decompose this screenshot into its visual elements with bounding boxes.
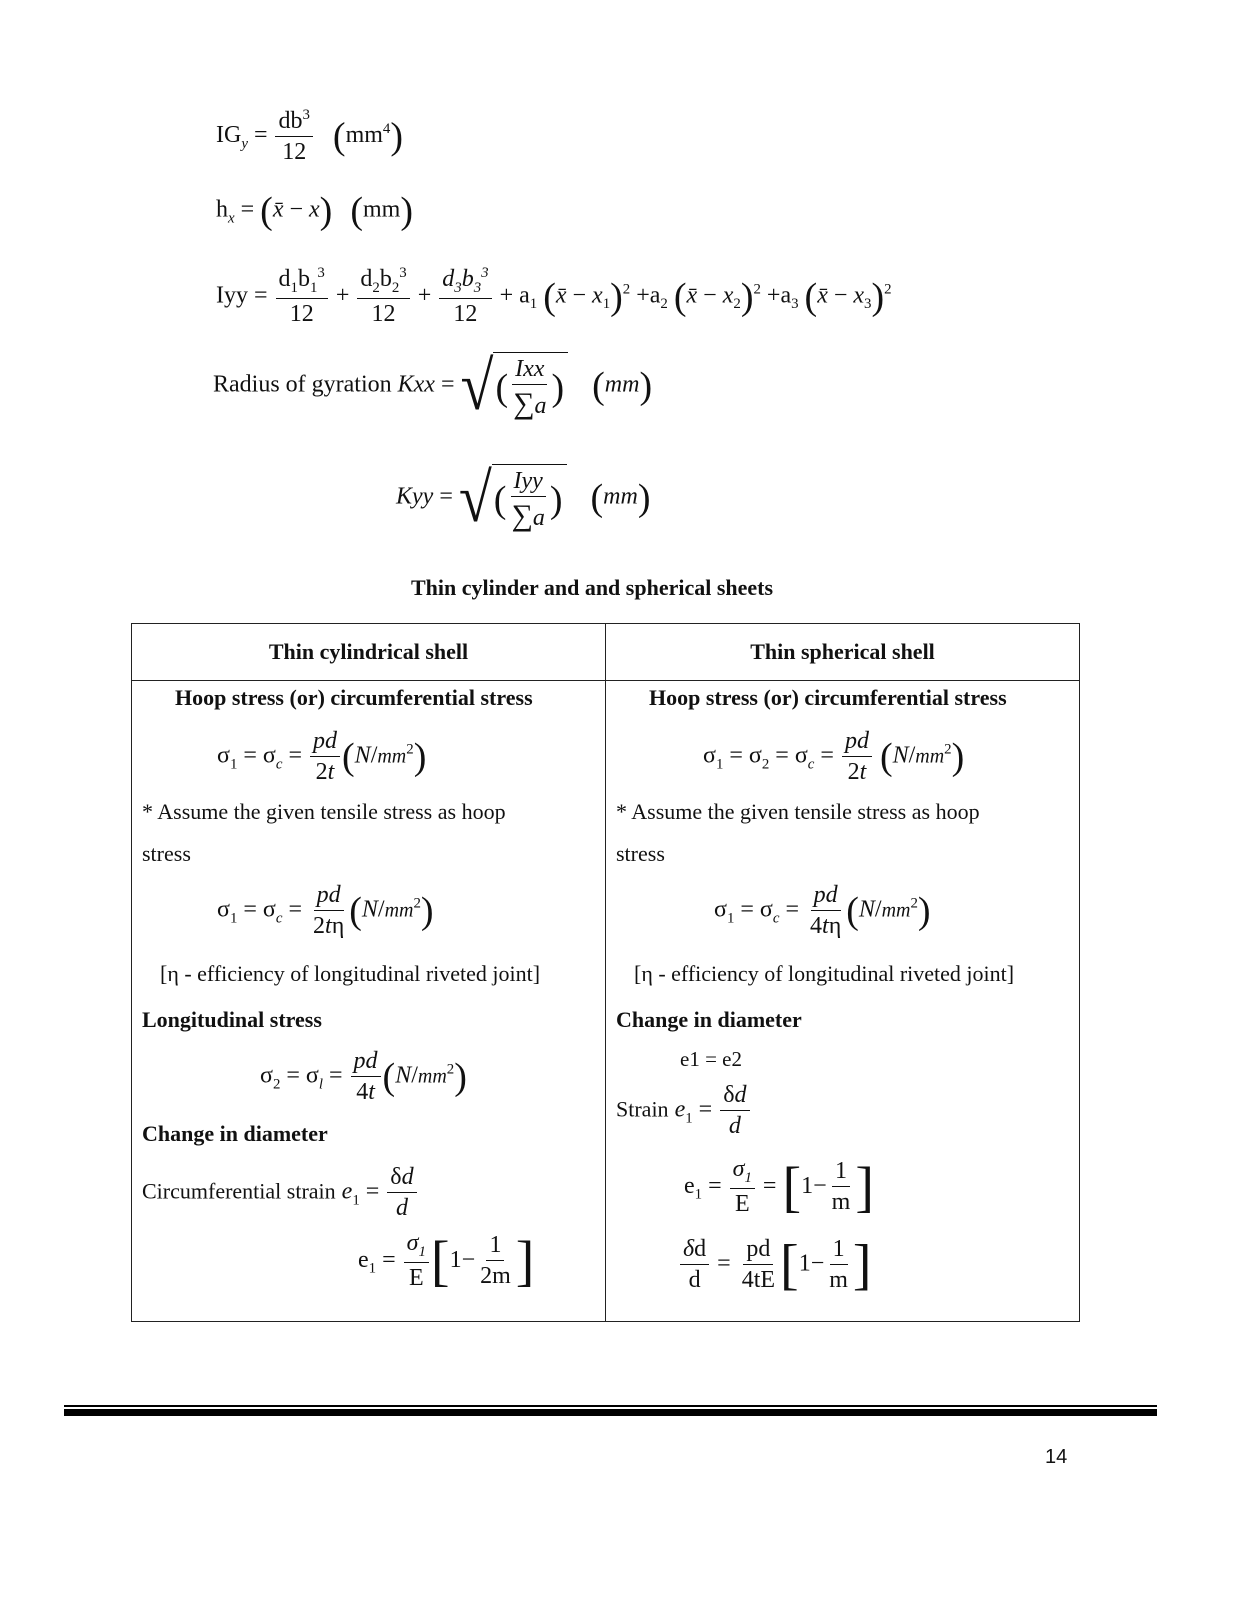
assume-line-1: * Assume the given tensile stress as hoop: [142, 799, 506, 824]
page-number: 14: [1045, 1446, 1068, 1468]
col-header-cylindrical: Thin cylindrical shell: [132, 624, 606, 681]
efficiency-note: [η - efficiency of longitudinal riveted joint]: [160, 961, 541, 986]
formula-iyy: Iyy = $\frac{d_1b_1^3}{12}$ + $\frac{d_2b_2^3}{12}$ + $\frac{d_3b_3^3}{12}$ + $a_1$ (x̄ − $x_1)^2 +a_2$ (x̄ − $x_2)^2 +a_3$ (x̄ − $x_3)^2$: [216, 265, 892, 328]
longitudinal-eq: $\sigma_2 = \sigma_l$ = $\frac{pd}{4t}$ $(N/mm^2)$: [260, 1048, 467, 1106]
assume-line-2: stress: [616, 841, 665, 866]
efficiency-note: [η - efficiency of longitudinal riveted joint]: [634, 961, 1015, 986]
strain-eq: Strain $e_1$ = $\frac{\delta d}{d}$: [616, 1083, 752, 1139]
footer-rule-thin: [64, 1405, 1157, 1407]
radius-of-gyration-label: Radius of gyration: [213, 371, 392, 398]
shell-comparison-table: [131, 623, 1080, 1322]
assume-line-2: stress: [142, 841, 191, 866]
hoop-heading: Hoop stress (or) circumferential stress: [649, 685, 1007, 710]
e1-eq: $e_1$ = $\frac{\sigma_1}{E}$ [1− $\frac{1}{2m}$ ]: [358, 1230, 535, 1293]
dd-eq: $\frac{\delta d}{d}$ = $\frac{pd}{4tE}$ [1− $\frac{1}{m}$ ]: [678, 1237, 872, 1293]
cylindrical-cell: [132, 681, 606, 1322]
footer-rule-thick: [64, 1409, 1157, 1416]
hoop-eq: $\sigma_1 = \sigma_2 = \sigma_c$ = $\frac{pd}{2t}$ $(N/mm^2)$: [703, 728, 965, 786]
hoop-eff-eq: $\sigma_1 = \sigma_c$ = $\frac{pd}{2t\eta}$ $(N/mm^2)$: [217, 882, 434, 940]
hoop-eff-eq: $\sigma_1 = \sigma_c$ = $\frac{pd}{4t\eta}$ $(N/mm^2)$: [714, 882, 931, 940]
hoop-heading: Hoop stress (or) circumferential stress: [175, 685, 533, 710]
circumferential-strain-eq: Circumferential strain $e_1$ = $\frac{\delta d}{d}$: [142, 1165, 419, 1221]
e1-eq: $e_1$ = $\frac{\sigma_1}{E}$ = [1− $\frac{1}{m}$ ]: [684, 1156, 874, 1219]
formula-ig-y: $IG_y$ = $\frac{db^3}{12}$ $(mm^4)$: [216, 107, 404, 166]
formula-kxx: Radius of gyration Kxx = √ ( $\frac{\text{Ixx}}{\sum a}$ ) (mm): [213, 347, 653, 424]
hoop-eq: $\sigma_1 = \sigma_c$ = $\frac{pd}{2t}$ $(N/mm^2)$: [217, 728, 427, 786]
circumferential-strain-label: Circumferential strain: [142, 1178, 336, 1204]
assume-line-1: * Assume the given tensile stress as hoop: [616, 799, 980, 824]
strain-label: Strain: [616, 1096, 669, 1122]
e-equal-eq: e1 = e2: [680, 1047, 742, 1071]
longitudinal-heading: Longitudinal stress: [142, 1007, 322, 1032]
formula-h-x: $h_x$ = (x̄ − x) (mm): [216, 190, 413, 232]
col-header-spherical: Thin spherical shell: [606, 624, 1080, 681]
spherical-cell: [606, 681, 1080, 1322]
change-in-diameter-heading: Change in diameter: [616, 1007, 802, 1032]
change-in-diameter-heading: Change in diameter: [142, 1121, 328, 1146]
section-title: Thin cylinder and and spherical sheets: [411, 575, 774, 600]
formula-kyy: Kyy = √ ( $\frac{\text{Iyy}}{\sum a}$ ) (mm): [396, 459, 651, 536]
